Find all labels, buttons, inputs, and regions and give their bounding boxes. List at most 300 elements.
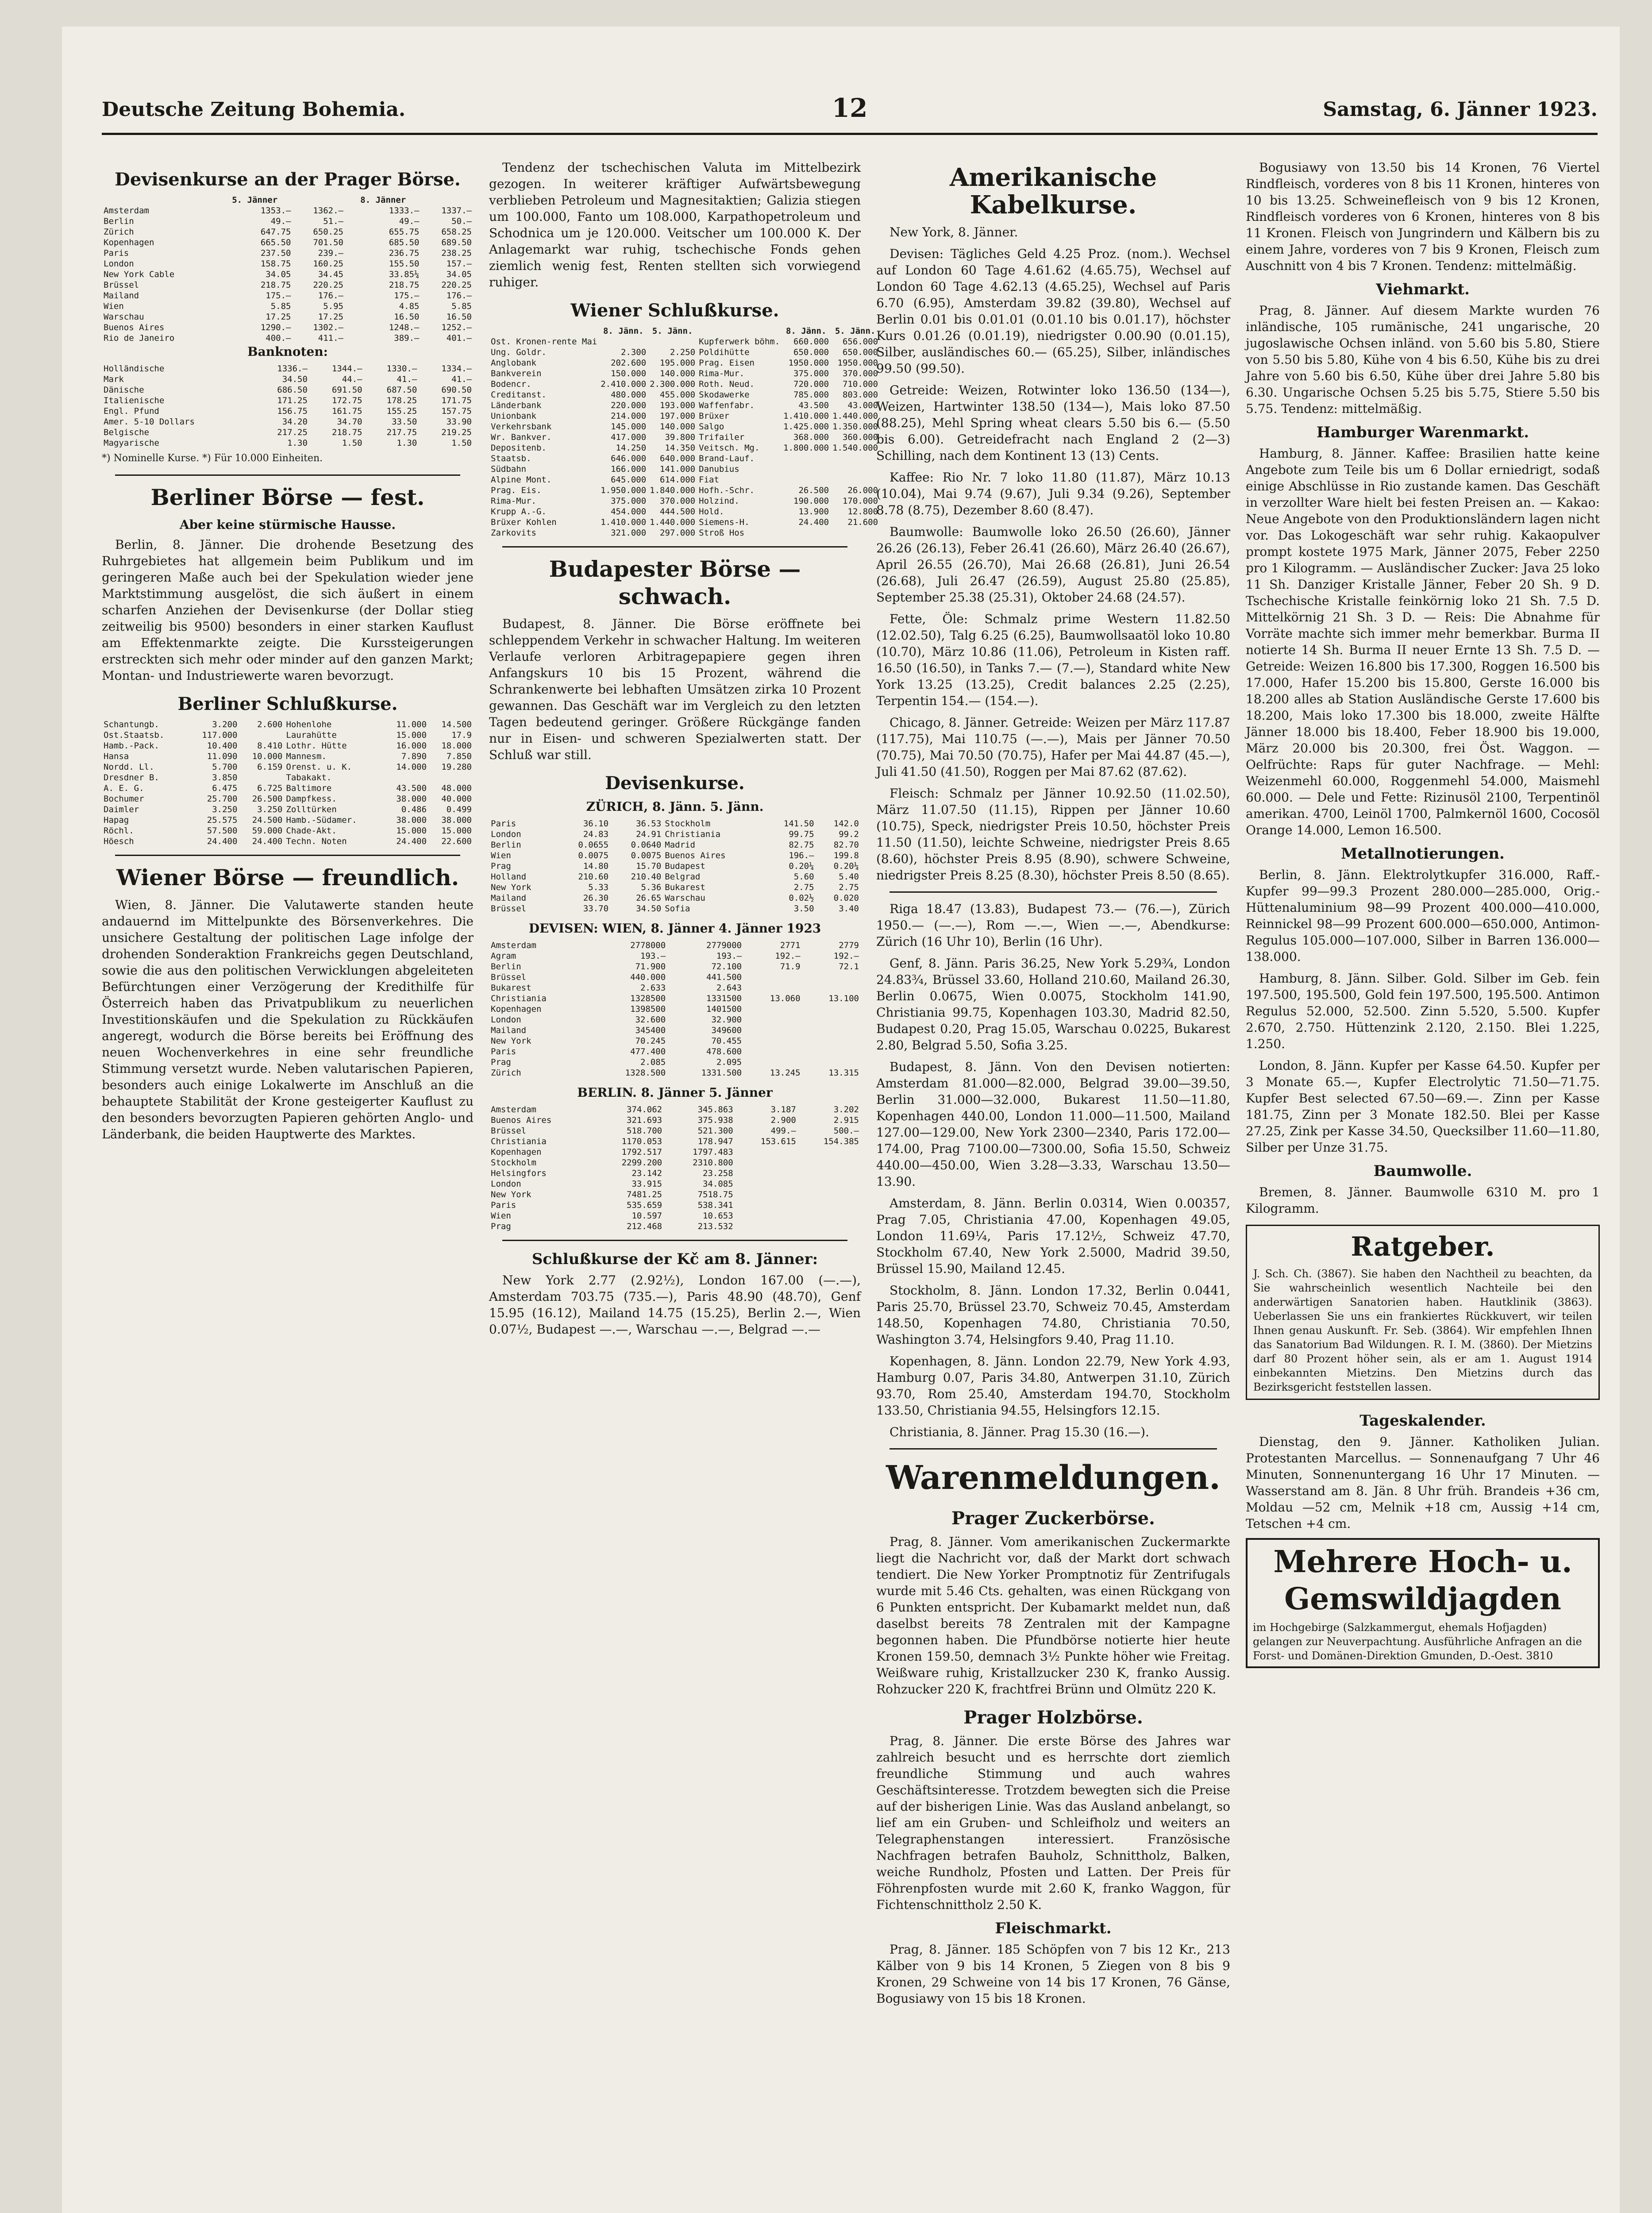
table-cell: Magyarische [104,438,159,448]
table-cell: 7518.75 [697,1190,733,1199]
table-row [489,871,861,882]
table-cell: Salgo [699,422,724,432]
table-cell: Christiania [665,829,721,839]
table-cell: Helsingfors [491,1168,547,1178]
table-cell: 33.70 [583,904,609,914]
table-cell: 44.— [342,374,362,384]
devisen-title: Devisenkurse an der Prager Börse. [115,169,461,190]
table-cell: 1.410.000 [783,411,829,421]
column-header: 5. Jänn. [652,326,693,336]
table-row [489,893,861,903]
table-row [489,1046,861,1057]
table-cell [735,1221,798,1232]
table-row [102,836,474,847]
table-cell: 214.000 [611,411,647,421]
table-cell: 141.000 [660,464,696,474]
table-cell: 10.000 [252,752,283,761]
table-cell: Bankverein [491,369,542,378]
table-row [102,269,474,280]
column-header: 5. Jänner [232,195,278,205]
table-cell: 1302.— [313,323,343,332]
table-cell: 0.499 [446,805,472,814]
table-row [489,961,861,972]
table-cell: 0.0640 [631,840,662,850]
table-cell: 10.400 [207,741,238,751]
table-cell: London [491,1179,521,1189]
table-cell: 1334.— [441,364,472,374]
table-row [489,421,880,432]
table-row [489,1025,861,1036]
table-cell: Baltimore [286,783,332,793]
table-cell: 17.25 [266,312,291,322]
table-cell: 4.85 [399,301,420,311]
table-cell: A. E. G. [104,783,144,793]
ad-text: im Hochgebirge (Salzkammergut, ehemals Hofjagden) gelangen zur Neuverpachtung. Ausführliche Anfragen an die Forst- und Domänen-Direktion Gmunden, D.-Oest. 3810 [1253,1621,1582,1662]
table-row [102,719,474,730]
table-cell: Zolltürken [286,805,337,814]
column-header: 8. Jänn. [603,326,644,336]
table-cell: 646.000 [611,454,647,463]
table-cell: 689.50 [441,238,472,247]
table-cell: 156.75 [277,406,308,416]
table-cell: Brüssel [491,1126,527,1136]
hamburg-metall: Hamburg, 8. Jänn. Silber. Gold. Silber im Geb. fein 197.500, 195.500, Gold fein 197.500, 195.500. Antimon Regulus 52.000, 52.500. Zinn 5.520, 5.500. Kupfer 2.670, 2.750. Hüttenzink 2.120, 2.150. Blei 1.225, 1.250. [1246,971,1600,1051]
table-cell: 41.— [451,374,472,384]
table-cell: Amsterdam [104,206,149,216]
table-cell [735,1179,798,1189]
table-cell: Techn. Noten [286,837,347,846]
table-cell: 13.060 [770,994,801,1003]
table-cell: 2.410.000 [601,379,647,389]
table-cell: 23.258 [703,1168,733,1178]
table-cell [743,1025,802,1036]
table-row [489,818,861,829]
table-cell: 2778000 [630,941,666,950]
table-cell [798,1168,861,1179]
table-cell [599,336,648,347]
table-cell: 2310.800 [693,1158,733,1168]
table-cell: Buenos Aires [491,1115,552,1125]
table-cell [798,1157,861,1168]
table-row [489,411,880,421]
table-cell: 374.062 [627,1105,662,1114]
table-cell [802,1025,861,1036]
table-cell: 24.500 [252,815,283,825]
table-cell: 6.159 [257,762,283,772]
budapest-title: Budapester Börse — schwach. [549,556,801,609]
table-cell: 19.280 [441,762,472,772]
table-cell: 5.700 [212,762,238,772]
table-cell: 499.— [770,1126,796,1136]
column-4 [1246,159,1600,1674]
table-cell: 24.83 [583,829,609,839]
table-cell: Warschau [665,893,705,903]
table-cell: 157.75 [441,406,472,416]
zucker-article: Prag, 8. Jänner. Vom amerikanischen Zuckermarkte liegt die Nachricht vor, daß der Markt dort schwach tendiert. Die New Yorker Promptnotiz für Zentrifugals wurde mit 5.46 Cts. gehalten, was einen Rückgang von 6 Punkten entspricht. Der Kubamarkt meldet nun, daß daselbst bereits 78 Zentralen mit der Kampagne begonnen haben. Die Pfundbörse notierte hier heute Kronen 159.50, demnach 3½ Punkte höher wie Freitag. Weißware ruhig, Kristallzucker 230 K, franko Aussig. Rohzucker 220 K, frachtfrei Brünn und Olmütz 220 K. [876,1534,1230,1696]
table-cell: 49.— [270,216,291,226]
table-cell: 178.947 [697,1137,733,1146]
table-cell: New York [491,883,531,892]
table-row [489,506,880,517]
table-cell: 34.45 [318,270,343,279]
table-cell: 5.85 [451,301,472,311]
table-row [102,333,474,343]
table-cell [735,1147,798,1157]
table-cell: 538.341 [697,1200,733,1210]
table-row [489,951,861,961]
table-cell: Prag. Eis. [491,486,542,495]
berlin-article: Berlin, 8. Jänner. Die drohende Besetzung des Ruhrgebietes hat allgemein beim Publikum und im geringeren Maße auch bei der Spekulation wieder jene Marktstimmung ausgelöst, die sich äußert in einem scharfen Anziehen der Devisenkurse (der Dollar stieg zeitweilig bis 9500) besonders in einer starken Kauflust am Effektenmarkte zeigte. Die Kurssteigerungen erstreckten sich mehr oder minder auf den ganzen Markt; Montan- und Industriewerte waren bevorzugt. [102,537,474,683]
table-cell: 14.500 [441,720,472,729]
table-cell: 218.75 [260,280,291,290]
table-row [102,290,474,301]
table-cell [743,1004,802,1014]
table-cell: 50.— [451,216,472,226]
table-cell [782,528,831,538]
table-cell: Depositenb. [491,443,547,453]
table-cell: Belgische [104,428,149,437]
table-cell: 153.615 [760,1137,796,1146]
table-cell: 26.000 [847,486,878,495]
table-cell: London [104,259,134,269]
page-number: 12 [832,93,868,123]
table-cell: 5.95 [323,301,343,311]
table-cell: 99.2 [839,829,859,839]
column-header [102,195,217,205]
table-row [102,205,474,216]
table-cell: 1331500 [706,994,742,1003]
table-cell: 614.000 [660,475,696,485]
table-cell: 176.— [318,291,343,301]
column-header [293,195,345,205]
table-row [489,829,861,840]
header-rule [102,133,1598,135]
table-cell: 15.000 [396,826,427,836]
table-cell: 21.600 [847,517,878,527]
table-cell: 33.50 [392,417,417,427]
table-row [102,406,474,416]
table-row [489,1179,861,1189]
table-cell: 665.50 [260,238,291,247]
table-cell: 1398500 [630,1004,666,1014]
table-cell: 7.890 [401,752,427,761]
table-cell: 650.000 [793,347,829,357]
table-row [489,517,880,528]
table-row [489,336,880,347]
table-cell: 0.0075 [578,851,609,860]
table-cell: Höesch [104,837,134,846]
table-cell: Südbahn [491,464,527,474]
table-row [489,1189,861,1200]
table-cell: 5.33 [588,883,609,892]
fleisch-title: Fleischmarkt. [995,1920,1112,1937]
table-cell: 213.532 [697,1222,733,1231]
table-cell: Sofia [665,904,690,914]
table-cell: 82.75 [789,840,814,850]
table-cell: Hohenlohe [286,720,332,729]
table-cell: 17.25 [318,312,343,322]
table-cell: Engl. Pfund [104,406,159,416]
table-cell [798,1200,861,1211]
table-cell: Verkehrsbank [491,422,552,432]
table-cell: 5.36 [641,883,662,892]
table-cell: 51.— [323,216,343,226]
table-cell: 34.70 [337,417,362,427]
table-row [102,730,474,740]
devisen-table [102,195,474,467]
table-cell: 7481.25 [627,1190,662,1199]
table-cell: Wien [491,851,511,860]
tages-title: Tageskalender. [1359,1412,1486,1430]
table-cell: Roth. Neud. [699,379,755,389]
issue-date: Samstag, 6. Jänner 1923. [1323,98,1598,121]
table-cell: Holländische [104,364,165,374]
table-cell: Bochumer [104,794,144,804]
table-row [489,432,880,443]
table-row [489,850,861,861]
table-cell: 5.40 [839,872,859,882]
table-row [489,861,861,871]
table-row [489,1147,861,1157]
table-cell: Hold. [699,507,724,517]
table-cell: Mailand [491,893,527,903]
column-3 [876,159,1230,2012]
table-cell: 193.— [716,951,742,961]
table-cell: 535.659 [627,1200,662,1210]
amsterdam-text: Amsterdam, 8. Jänn. Berlin 0.0314, Wien 0.00357, Prag 7.05, Christiania 47.00, Kopenhagen 49.05, London 11.69¼, Paris 17.12½, Schweiz 47.70, Stockholm 67.40, New York 2.5000, Madrid 39.50, Brüssel 15.90, Mailand 12.45. [876,1196,1230,1276]
table-cell: London [491,1015,521,1025]
amerik-devisen: Devisen: Tägliches Geld 4.25 Proz. (nom.). Wechsel auf London 60 Tage 4.61.62 (4.65.75), Wechsel auf London 60 Tage 4.62.13 (4.65.25), Wechsel auf Paris 6.70 (6.95), Amsterdam 39.82 (39.80), Wechsel auf Berlin 0.01 bis 0.01.01 (0.01.10 bis 0.01.17), höchster Kurs 0.01.26 (0.01.19), niedrigster 0.00.90 (0.01.15), Silber, ausländisches 60.— (65.25), Silber, inländisches 99.50 (99.50). [876,247,1230,376]
table-cell: 370.000 [660,496,696,506]
table-cell: 166.000 [611,464,647,474]
table-cell: Bodencr. [491,379,531,389]
vieh-article: Prag, 8. Jänner. Auf diesem Markte wurden 76 inländische, 105 rumänische, 241 ungarische, 20 jugoslawische Ochsen inländ. von 5.60 bis 5.80, Stiere von 5.50 bis 5.80, Kühe von 4 bis 6.50, Kühe bis zu drei Jahre von 5.60 bis 6.50, Kühe über drei Jahre 5.80 bis 6.30. Ungarische Ochsen 5.25 bis 5.75, Stiere 5.50 bis 5.75. Tendenz: mittelmäßig. [1246,303,1600,416]
table-cell [798,1189,861,1200]
table-cell: Amsterdam [491,941,536,950]
table-cell: 218.75 [389,280,420,290]
table-cell: 38.000 [396,794,427,804]
table-cell: Zürich [491,1068,521,1078]
table-cell: Danubius [699,464,739,474]
table-cell: 34.05 [266,270,291,279]
table-row [489,474,880,485]
table-cell: 455.000 [660,390,696,400]
budapest-devisen-text: Budapest, 8. Jänn. Von den Devisen notierten: Amsterdam 81.000—82.000, Belgrad 39.00—39.50, Berlin 31.000—32.000, Bukarest 11.50—11.80, Kopenhagen 440.00, London 11.000—11.500, Mailand 127.00—129.00, New York 2300—2340, Paris 172.00—174.00, Prag 7100.00—7300.00, Sofia 15.50, Schweiz 440.00—450.00, Wien 3.28—3.33, Warschau 13.50—13.90. [876,1060,1230,1189]
table-cell: 34.085 [703,1179,733,1189]
table-cell: 72.1 [839,962,859,972]
table-cell: 24.400 [252,837,283,846]
table-cell: Amer. 5-10 Dollars [104,417,195,427]
table-row [102,322,474,333]
table-cell [782,464,831,474]
amerik-title: Amerikanische Kabelkurse. [949,163,1157,220]
riga-text: Riga 18.47 (13.83), Budapest 73.— (76.—), Zürich 1950.— (—.—), Rom —.—, Wien —.—, Abendkurse: Zürich (16 Uhr 10), Berlin (16 Uhr). [876,902,1230,949]
table-cell [735,1189,798,1200]
table-cell: 687.50 [386,385,417,395]
table-cell: 14.80 [583,861,609,871]
table-cell: 210.60 [578,872,609,882]
wiener-schluss-table [489,326,878,538]
table-cell: Fiat [699,475,719,485]
table-cell: 12.800 [847,507,878,517]
table-cell: 25.575 [207,815,238,825]
table-cell [802,1036,861,1046]
table-cell: Hapag [104,815,129,825]
table-cell: 236.75 [389,248,420,258]
table-cell: 5.85 [270,301,291,311]
table-cell: 2.633 [640,983,666,993]
table-cell: 650.000 [842,347,878,357]
table-row [489,1036,861,1046]
table-cell: 26.500 [798,486,829,495]
table-row [489,528,880,538]
wien-devisen-head: DEVISEN: WIEN, 8. Jänner 4. Jänner 1923 [528,921,821,936]
table-cell: 171.75 [441,396,472,405]
table-cell: Röchl. [104,826,134,836]
table-cell: 400.— [266,333,291,343]
table-cell: 34.50 [282,374,308,384]
table-row [102,427,474,438]
table-cell: 175.— [266,291,291,301]
table-row [489,1200,861,1211]
table-cell: 33.915 [632,1179,662,1189]
table-cell: Anglobank [491,358,536,368]
table-cell: 3.850 [212,773,238,783]
table-row [102,815,474,825]
table-cell: 368.000 [793,432,829,442]
table-cell: Amsterdam [491,1105,536,1114]
table-row [102,312,474,322]
table-cell: 345.863 [697,1105,733,1114]
table-cell: 140.000 [660,369,696,378]
table-cell [735,1211,798,1221]
table-cell: Nordd. Ll. [104,762,154,772]
table-cell: 43.500 [798,401,829,410]
table-cell: 375.000 [793,369,829,378]
table-cell: 1797.483 [693,1147,733,1157]
table-cell: 210.40 [631,872,662,882]
table-cell: Chade-Akt. [286,826,337,836]
table-cell: 43.000 [847,401,878,410]
table-cell: 1.540.000 [832,443,878,453]
table-row [102,395,474,406]
column-header [489,326,599,336]
table-cell: 33.85¼ [389,270,420,279]
table-cell: 6.725 [257,783,283,793]
table-cell: 2.095 [716,1057,742,1067]
table-cell: 1252.— [441,323,472,332]
table-cell: Paris [104,248,129,258]
table-cell: Brüxer Kohlen [491,517,557,527]
table-cell: 3.250 [257,805,283,814]
table-row [489,1104,861,1115]
table-cell: Berlin [491,840,521,850]
berlin-schluss-title: Berliner Schlußkurse. [177,694,398,714]
table-cell: 3.40 [839,904,859,914]
table-cell: 49.— [399,216,420,226]
table-cell: 2.643 [716,983,742,993]
table-cell: Laurahütte [286,730,337,740]
table-cell: Christiania [491,994,547,1003]
table-cell: Trifailer [699,432,745,442]
table-cell: Ung. Goldr. [491,347,547,357]
table-cell: 1.350.000 [832,422,878,432]
table-row [102,237,474,248]
tages-text: Dienstag, den 9. Jänner. Katholiken Julian. Protestanten Marcellus. — Sonnenaufgang 7 Uhr 46 Minuten, Sonnenuntergang 16 Uhr 17 Minuten. — Wasserstand am 8. Jän. 8 Uhr früh. Brandeis +36 cm, Moldau —52 cm, Melnik +18 cm, Aussig +14 cm, Tetschen +4 cm. [1246,1434,1600,1531]
table-cell [782,453,831,464]
table-row [489,485,880,496]
table-cell: New York [491,1036,531,1046]
ratgeber-title: Ratgeber. [1351,1231,1495,1262]
stockholm-text: Stockholm, 8. Jänn. London 17.32, Berlin 0.0441, Paris 25.70, Brüssel 23.70, Schweiz 70.45, Amsterdam 148.50, Kopenhagen 74.80, Christiania 70.50, Washington 3.74, Helsingfors 9.40, Prag 11.10. [876,1283,1230,1347]
table-cell: 14.000 [396,762,427,772]
table-cell: 16.000 [396,741,427,751]
table-cell: Kupferwerk böhm. [699,337,780,347]
table-cell: 32.900 [711,1015,742,1025]
table-cell: Rima-Mur. [491,496,536,506]
table-cell: 10.597 [632,1211,662,1221]
table-cell: 196.— [789,851,814,860]
table-cell: 202.600 [611,358,647,368]
table-cell: 1333.— [389,206,420,216]
table-cell: 2299.200 [621,1158,662,1168]
table-cell: 0.02½ [789,893,814,903]
table-row [489,389,880,400]
table-cell: 1401500 [706,1004,742,1014]
table-cell: Dänische [104,385,144,395]
ke-title: Schlußkurse der Kč am 8. Jänner: [531,1250,818,1268]
divider [115,474,460,476]
table-cell: 14.250 [616,443,647,453]
table-cell: 23.142 [632,1168,662,1178]
christiania-text: Christiania, 8. Jänner. Prag 15.30 (16.—). [890,1425,1149,1439]
table-cell: 82.70 [833,840,859,850]
table-cell: 13.900 [798,507,829,517]
col4-intro: Bogusiawy von 13.50 bis 14 Kronen, 76 Viertel Rindfleisch, vorderes von 8 bis 11 Kronen, hinteres von 10 bis 13.25. Schweinefleisch von 9 bis 12 Kronen, Rindfleisch vorderes von 6 Kronen, hinteres von 8 bis 11 Kronen. Fleisch von Jungrindern und Kälbern bis zu einem Jahre, vorderes von 7 bis 9 Kronen, Fleisch zum Auschnitt von 4 bis 7 Kronen. Tendenz: mittelmäßig. [1246,160,1600,273]
table-cell: 691.50 [331,385,362,395]
table-cell [798,1179,861,1189]
table-cell: Stockholm [491,1158,536,1168]
table-cell: Länderbank [491,401,542,410]
wiener-schluss-title: Wiener Schlußkurse. [570,300,779,321]
table-cell: 22.600 [441,837,472,846]
table-cell: 647.75 [260,227,291,237]
table-row [102,385,474,395]
table-row [102,374,474,385]
table-cell: Berlin [104,216,134,226]
table-cell: 1792.517 [621,1147,662,1157]
table-cell: 193.000 [660,401,696,410]
table-cell: 1170.053 [621,1137,662,1146]
table-row [102,740,474,751]
ke-text: New York 2.77 (2.92½), London 167.00 (—.—), Amsterdam 703.75 (735.—), Paris 48.90 (48.70), Genf 15.95 (16.12), Mailand 14.75 (15.25), Berlin 2.—, Wien 0.07½, Budapest —.—, Warschau —.—, Belgrad —.— [489,1273,861,1337]
amerik-kaffee: Kaffee: Rio Nr. 7 loko 11.80 (11.87), März 10.13 (10.04), Mai 9.74 (9.67), Juli 9.34 (9.26), September 8.78 (8.75), Dezember 8.60 (8.47). [876,470,1230,517]
table-row [102,762,474,772]
table-cell: 145.000 [611,422,647,432]
table-cell: Prag [491,1057,511,1067]
table-cell [743,983,802,993]
table-cell: 375.000 [611,496,647,506]
table-cell [743,1036,802,1046]
table-cell: 11.000 [396,720,427,729]
table-cell: 1.425.000 [783,422,829,432]
holz-article: Prag, 8. Jänner. Die erste Börse des Jahres war zahlreich besucht und es herrschte dort ziemlich freundliche Stimmung und auch wahres Geschäftsinteresse. Trotzdem bewegten sich die Preise auf der bisherigen Linie. Was das Ausland anbelangt, so lief am ein Gruben- und Schleifholz und weiters an Telegraphenstangen interessiert. Französische Nachfragen betrafen Bauholz, Schnittholz, Balken, weiche Rundholz, Pfosten und Latten. Der Preis für Föhrenpfosten wurde mit 2.60 K, franko Waggon, für Fichtenschnittholz 2.50 K. [876,1734,1230,1912]
divider [890,891,1217,893]
table-cell: 2.300 [620,347,647,357]
table-row [489,1157,861,1168]
table-cell: 15.70 [636,861,662,871]
table-cell: 321.000 [611,528,647,538]
